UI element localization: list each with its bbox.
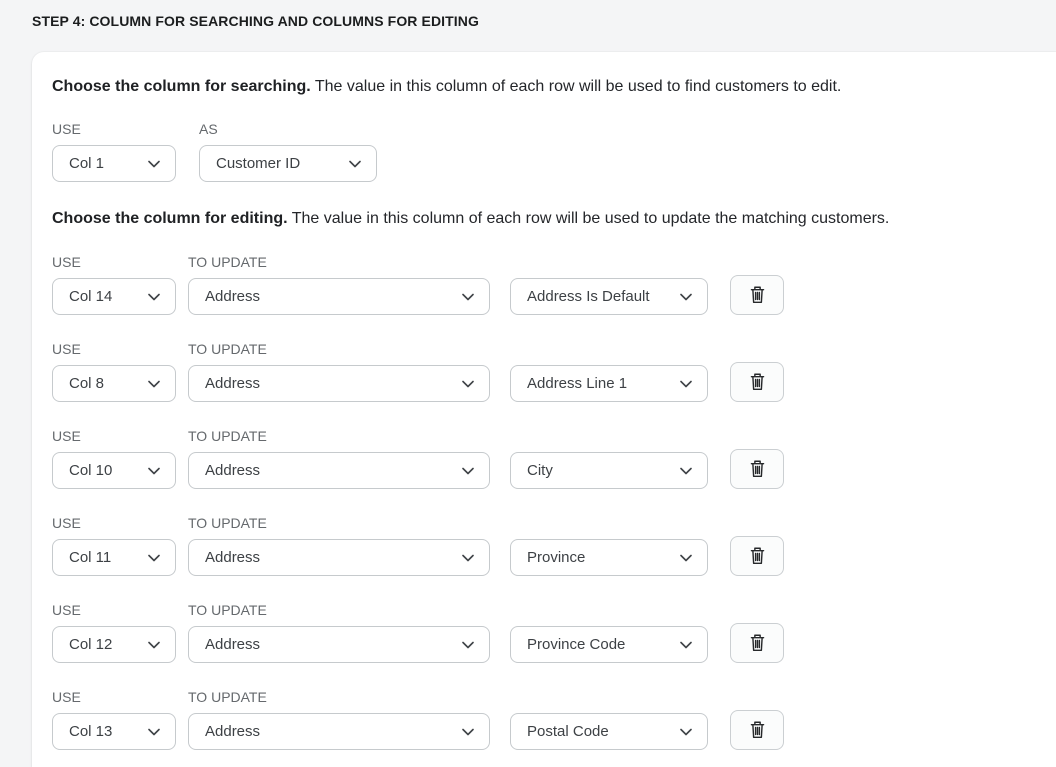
chevron-down-icon [462, 728, 474, 736]
trash-icon [749, 373, 766, 391]
to-update-label: TO UPDATE [188, 428, 267, 444]
edit-heading-bold: Choose the column for editing. [52, 210, 288, 227]
to-update-label: TO UPDATE [188, 602, 267, 618]
edit-use-value: Col 12 [69, 636, 113, 653]
edit-subfield-value: Address Line 1 [527, 375, 628, 392]
chevron-down-icon [462, 380, 474, 388]
edit-use-value: Col 13 [69, 723, 113, 740]
edit-subfield-select[interactable] [510, 713, 708, 750]
edit-use-select[interactable] [52, 626, 176, 663]
edit-subfield-value: City [527, 462, 553, 479]
search-use-field [52, 121, 176, 182]
delete-row-button[interactable] [730, 362, 784, 402]
edit-subfield-select[interactable] [510, 452, 708, 489]
edit-heading-description: The value in this column of each row will be used to update the matching customers. [287, 210, 890, 227]
chevron-down-icon [680, 380, 692, 388]
edit-subfield-value: Postal Code [527, 723, 609, 740]
chevron-down-icon [462, 554, 474, 562]
edit-row [52, 254, 1036, 315]
edit-delete [730, 710, 784, 750]
edit-group-select[interactable] [188, 365, 490, 402]
edit-group-value: Address [205, 288, 261, 305]
edit-use-field [52, 341, 176, 402]
edit-delete [730, 362, 784, 402]
chevron-down-icon [462, 641, 474, 649]
edit-group-field [188, 602, 490, 663]
edit-group-select[interactable] [188, 539, 490, 576]
trash-icon [749, 547, 766, 565]
edit-use-value: Col 10 [69, 462, 113, 479]
edit-use-select[interactable] [52, 365, 176, 402]
chevron-down-icon [680, 728, 692, 736]
edit-row [52, 428, 1036, 489]
to-update-label: TO UPDATE [188, 515, 267, 531]
edit-rows [52, 254, 1036, 750]
edit-subfield [510, 278, 708, 315]
edit-use-field [52, 428, 176, 489]
search-heading-description: The value in this column of each row will be used to find customers to edit. [310, 78, 842, 95]
trash-icon [749, 460, 766, 478]
search-heading-bold: Choose the column for searching. [52, 78, 311, 95]
edit-subfield [510, 452, 708, 489]
use-label: USE [52, 341, 81, 357]
to-update-label: TO UPDATE [188, 254, 267, 270]
chevron-down-icon [148, 728, 160, 736]
edit-use-value: Col 11 [69, 549, 112, 566]
edit-use-field [52, 515, 176, 576]
edit-use-field [52, 689, 176, 750]
edit-group-value: Address [205, 549, 261, 566]
edit-delete [730, 275, 784, 315]
edit-group-value: Address [205, 375, 261, 392]
edit-row [52, 689, 1036, 750]
edit-row [52, 602, 1036, 663]
edit-subfield-select[interactable] [510, 278, 708, 315]
delete-row-button[interactable] [730, 710, 784, 750]
edit-group-value: Address [205, 723, 261, 740]
chevron-down-icon [148, 641, 160, 649]
chevron-down-icon [148, 160, 160, 168]
edit-use-value: Col 14 [69, 288, 113, 305]
use-label: USE [52, 689, 81, 705]
search-as-select[interactable] [199, 145, 377, 182]
edit-delete [730, 536, 784, 576]
edit-subfield [510, 539, 708, 576]
edit-row [52, 341, 1036, 402]
edit-use-value: Col 8 [69, 375, 105, 392]
trash-icon [749, 634, 766, 652]
chevron-down-icon [680, 641, 692, 649]
edit-group-select[interactable] [188, 452, 490, 489]
use-label: USE [52, 515, 81, 531]
edit-section-heading [52, 208, 1036, 229]
edit-subfield [510, 365, 708, 402]
delete-row-button[interactable] [730, 275, 784, 315]
delete-row-button[interactable] [730, 449, 784, 489]
edit-use-select[interactable] [52, 452, 176, 489]
edit-subfield-value: Province [527, 549, 586, 566]
delete-row-button[interactable] [730, 623, 784, 663]
chevron-down-icon [462, 293, 474, 301]
edit-row [52, 515, 1036, 576]
chevron-down-icon [680, 293, 692, 301]
chevron-down-icon [148, 467, 160, 475]
edit-group-field [188, 341, 490, 402]
edit-use-select[interactable] [52, 278, 176, 315]
edit-subfield-select[interactable] [510, 365, 708, 402]
as-label: AS [199, 121, 218, 137]
chevron-down-icon [680, 554, 692, 562]
edit-use-field [52, 254, 176, 315]
chevron-down-icon [680, 467, 692, 475]
edit-subfield-select[interactable] [510, 539, 708, 576]
edit-use-field [52, 602, 176, 663]
edit-delete [730, 623, 784, 663]
edit-group-select[interactable] [188, 713, 490, 750]
edit-subfield [510, 713, 708, 750]
delete-row-button[interactable] [730, 536, 784, 576]
use-label: USE [52, 428, 81, 444]
search-section-heading [52, 76, 1036, 97]
search-row [52, 121, 1036, 182]
use-label: USE [52, 121, 81, 137]
edit-subfield-value: Address Is Default [527, 288, 650, 305]
to-update-label: TO UPDATE [188, 341, 267, 357]
search-as-field [199, 121, 377, 182]
edit-group-field [188, 254, 490, 315]
search-use-value: Col 1 [69, 155, 105, 172]
step-card [32, 52, 1056, 767]
edit-group-field [188, 689, 490, 750]
edit-group-value: Address [205, 636, 261, 653]
use-label: USE [52, 254, 81, 270]
edit-subfield [510, 626, 708, 663]
edit-group-select[interactable] [188, 626, 490, 663]
chevron-down-icon [148, 554, 160, 562]
edit-subfield-select[interactable] [510, 626, 708, 663]
trash-icon [749, 286, 766, 304]
edit-delete [730, 449, 784, 489]
step-heading: STEP 4: COLUMN FOR SEARCHING AND COLUMNS FOR EDITING [32, 13, 479, 29]
edit-group-select[interactable] [188, 278, 490, 315]
chevron-down-icon [462, 467, 474, 475]
search-as-value: Customer ID [216, 155, 301, 172]
edit-group-field [188, 428, 490, 489]
use-label: USE [52, 602, 81, 618]
edit-group-value: Address [205, 462, 261, 479]
trash-icon [749, 721, 766, 739]
search-use-select[interactable] [52, 145, 176, 182]
chevron-down-icon [349, 160, 361, 168]
chevron-down-icon [148, 380, 160, 388]
to-update-label: TO UPDATE [188, 689, 267, 705]
edit-group-field [188, 515, 490, 576]
edit-use-select[interactable] [52, 539, 176, 576]
edit-use-select[interactable] [52, 713, 176, 750]
edit-subfield-value: Province Code [527, 636, 626, 653]
chevron-down-icon [148, 293, 160, 301]
